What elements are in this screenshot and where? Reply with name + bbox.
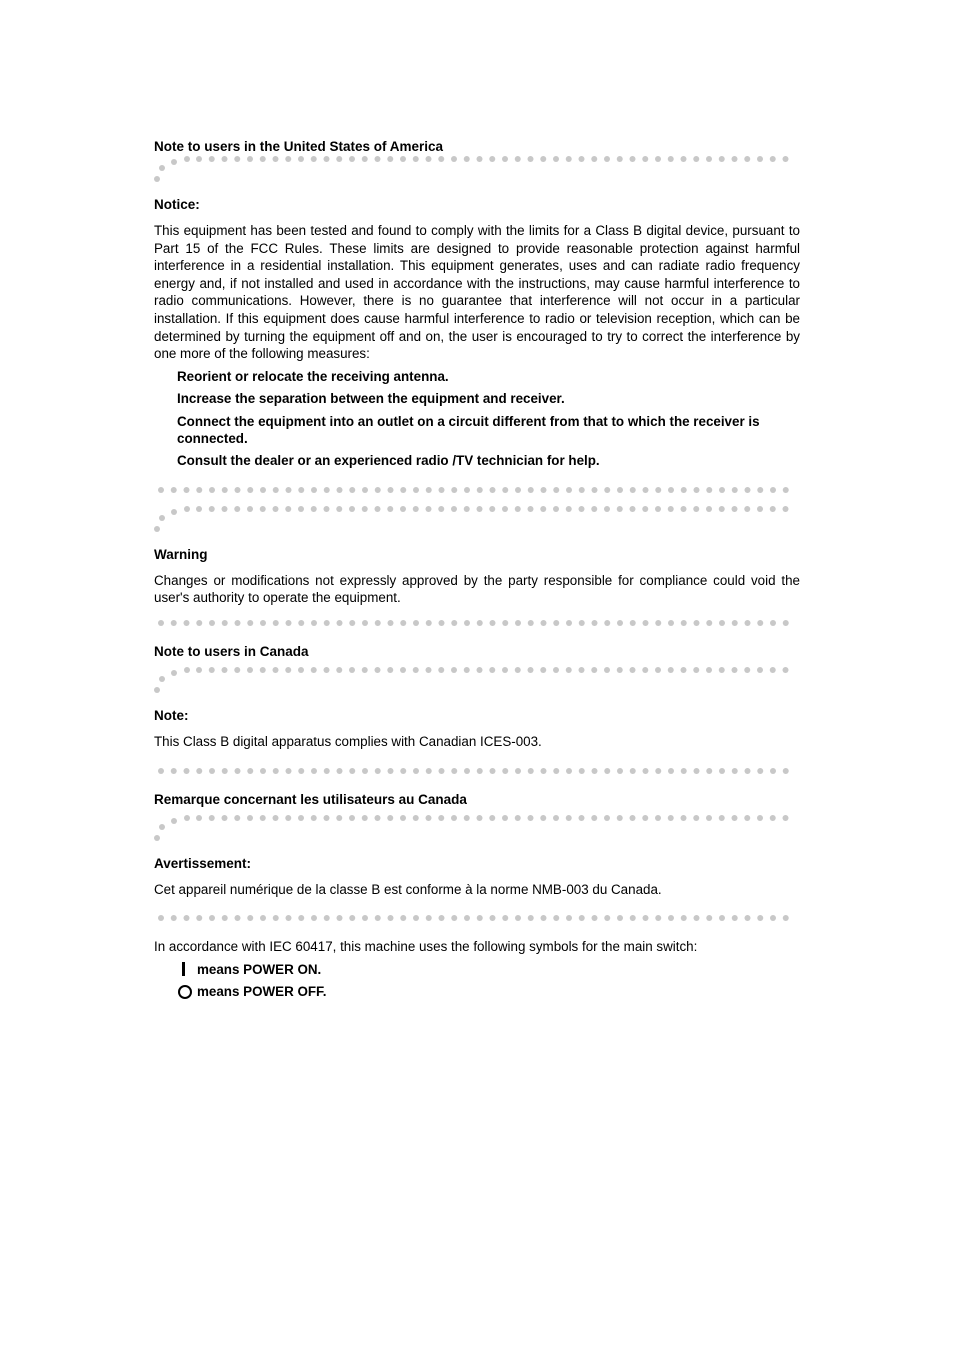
- measure-item: Reorient or relocate the receiving antenna.: [177, 368, 449, 384]
- canada-note-box-bottom-border: [154, 765, 800, 777]
- iec-intro: In accordance with IEC 60417, this machine uses the following symbols for the main switch:: [154, 939, 698, 955]
- power-off-symbol-icon: [177, 985, 194, 999]
- warning-box-bottom-border: [154, 617, 800, 629]
- notice-box-top-border: [154, 156, 800, 196]
- power-off-label: means POWER OFF.: [197, 984, 327, 1000]
- measure-item: Connect the equipment into an outlet on a circuit different from that to which the receiver is connected.: [177, 413, 760, 446]
- usa-heading: Note to users in the United States of America: [154, 139, 444, 154]
- warning-box-top-border: [154, 506, 800, 546]
- document-page: [154, 138, 800, 1006]
- power-on-line: [177, 961, 800, 978]
- avertissement-title: Avertissement:: [154, 855, 252, 871]
- power-off-line: [177, 983, 800, 1000]
- measure-item: Increase the separation between the equipment and receiver.: [177, 391, 565, 407]
- canada-fr-heading: Remarque concernant les utilisateurs au Canada: [154, 791, 467, 807]
- canada-note-body: This Class B digital apparatus complies with Canadian ICES-003.: [154, 733, 542, 749]
- canada-note-box-top-border: [154, 667, 800, 707]
- avertissement-box-top-border: [154, 815, 800, 855]
- notice-body: This equipment has been tested and found to comply with the limits for a Class B digital device, pursuant to Part 15 of the FCC Rules. These limits are designed to provide reasonable protection against harmful interference in a residential installation. This equipment generates, uses and can radiate radio frequency energy and, if not installed and used in accordance with the instructions, may cause harmful interference to radio communications. However, there is no guarantee that interference will not occur in a particular installation. If this equipment does cause harmful interference to radio or television reception, which can be determined by turning the equipment off and on, the user is encouraged to try to correct the interference by one more of the following measures:: [154, 223, 800, 362]
- power-on-label: means POWER ON.: [197, 961, 322, 977]
- avertissement-box-bottom-border: [154, 912, 800, 924]
- avertissement-body: Cet appareil numérique de la classe B est conforme à la norme NMB-003 du Canada.: [154, 881, 662, 897]
- canada-heading: Note to users in Canada: [154, 643, 309, 659]
- notice-box-bottom-border: [154, 484, 800, 496]
- notice-title: Notice:: [154, 197, 200, 212]
- power-on-symbol-icon: [177, 962, 194, 976]
- measure-item: Consult the dealer or an experienced radio /TV technician for help.: [177, 453, 600, 469]
- canada-note-title: Note:: [154, 707, 189, 723]
- warning-title: Warning: [154, 546, 208, 562]
- warning-body: Changes or modifications not expressly approved by the party responsible for compliance could void the user's authority to operate the equipment.: [154, 572, 800, 606]
